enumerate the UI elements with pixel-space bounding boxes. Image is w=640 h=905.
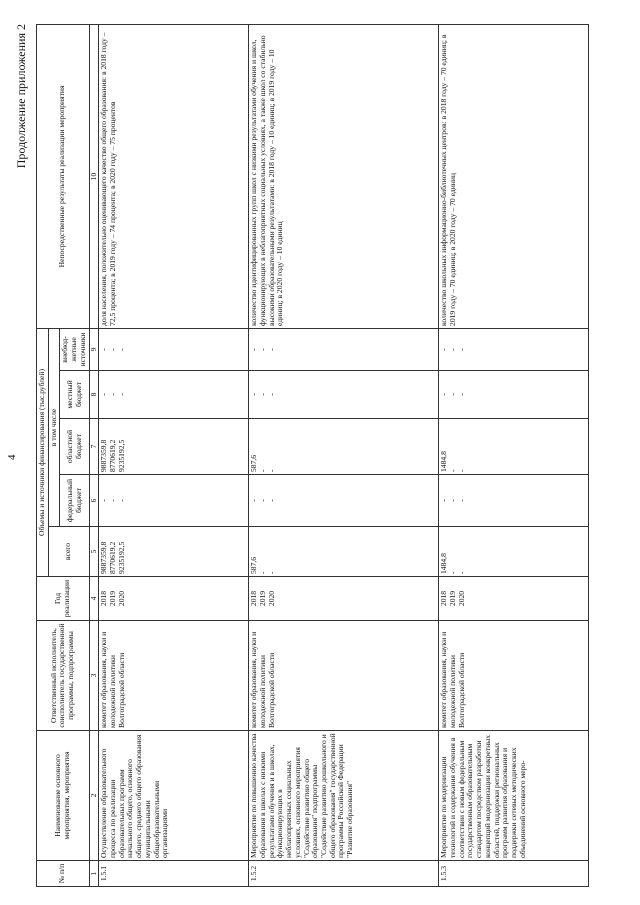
local-value: - [116, 393, 126, 396]
extrabudget-value: - [249, 348, 259, 351]
local-value: - [257, 393, 267, 396]
local-cell [249, 371, 439, 419]
total-value: 587,6 [249, 556, 259, 574]
table-row [249, 24, 439, 886]
column-number: 5 [89, 527, 99, 577]
header-regional-budget: областной бюджет [60, 419, 89, 475]
local-value: - [266, 393, 276, 396]
total-cell [439, 527, 589, 577]
header-including: в том числе [48, 328, 60, 526]
federal-value: - [99, 499, 109, 502]
result-text: количество идентифицированных групп школ с низкими результатами обучения и школ, функционирующих в неблагоприятных социальных условиях, а также школ со стабильно высокими образовательными результатами: в 2018 году – 10 единиц; в 2019 году – 10 единиц; в 2020 году – 10 единиц [249, 24, 439, 328]
table-row [439, 24, 589, 886]
regional-value: 8770619,2 [107, 439, 117, 472]
federal-value: - [257, 499, 267, 502]
regional-value: 9235192,5 [116, 439, 126, 472]
local-value: - [447, 393, 457, 396]
regional-cell [439, 419, 589, 475]
federal-value: - [116, 499, 126, 502]
years-cell [99, 577, 249, 621]
header-row-number: № п/п [37, 861, 90, 887]
executor: комитет образования, науки и молодежной политики Волгоградской области [249, 621, 439, 731]
header-activity-name: Наименование основного мероприятия, мероприятия [37, 731, 90, 861]
year-value: 2020 [266, 590, 276, 607]
extrabudget-cell [99, 328, 249, 370]
total-value: 9887359,8 [99, 541, 109, 574]
total-value: - [266, 571, 276, 574]
federal-cell [249, 475, 439, 527]
table-row [99, 24, 249, 886]
regional-value: - [257, 469, 267, 472]
total-value: - [257, 571, 267, 574]
year-value: 2018 [439, 590, 449, 607]
federal-value: - [266, 499, 276, 502]
regional-cell [249, 419, 439, 475]
extrabudget-value: - [107, 348, 117, 351]
year-value: 2020 [116, 590, 126, 607]
activity-name: Осуществление образовательного процесса по реализации образовательных программ начального общего, основного общего, среднего общего образования муниципальными общеобразовательными организациями [99, 731, 249, 861]
local-cell [99, 371, 249, 419]
header-funding-group: Объемы и источники финансирования (тыс.рублей) [37, 328, 49, 576]
header-total: всего [48, 527, 89, 577]
local-value: - [99, 393, 109, 396]
regional-value: - [456, 469, 466, 472]
header-extrabudgetary: внебюд- жетные источники [60, 328, 89, 370]
federal-value: - [107, 499, 117, 502]
extrabudget-value: - [116, 348, 126, 351]
extrabudget-cell [249, 328, 439, 370]
total-value: - [456, 571, 466, 574]
total-cell [99, 527, 249, 577]
regional-value: 1484,8 [439, 451, 449, 472]
executor: комитет образования, науки и молодежной политики Волгоградской области [439, 621, 589, 731]
regional-value: 9887359,8 [99, 439, 109, 472]
federal-value: - [249, 499, 259, 502]
local-value: - [107, 393, 117, 396]
year-value: 2020 [456, 590, 466, 607]
total-value: 8770619,2 [107, 541, 117, 574]
regional-value: 587,6 [249, 454, 259, 472]
local-value: - [439, 393, 449, 396]
extrabudget-value: - [257, 348, 267, 351]
federal-value: - [447, 499, 457, 502]
column-number: 1 [89, 861, 99, 887]
header-executor: Ответственный исполнитель, соисполнитель государственной программы, подпрограммы [37, 621, 90, 731]
total-value: 9235192,5 [116, 541, 126, 574]
header-results: Непосредственные результаты реализации мероприятия [37, 24, 90, 328]
local-value: - [456, 393, 466, 396]
column-number: 7 [89, 419, 99, 475]
row-number: 1.5.3 [439, 861, 589, 887]
year-value: 2018 [249, 590, 259, 607]
column-number: 6 [89, 475, 99, 527]
federal-value: - [439, 499, 449, 502]
extrabudget-value: - [266, 348, 276, 351]
regional-value: - [447, 469, 457, 472]
row-number: 1.5.2 [249, 861, 439, 887]
year-value: 2019 [107, 590, 117, 607]
total-value: - [447, 571, 457, 574]
year-value: 2018 [99, 590, 109, 607]
local-value: - [249, 393, 259, 396]
extrabudget-value: - [456, 348, 466, 351]
regional-value: - [266, 469, 276, 472]
federal-value: - [456, 499, 466, 502]
row-number: 1.5.1 [99, 861, 249, 887]
regional-cell [99, 419, 249, 475]
column-number: 2 [89, 731, 99, 861]
total-cell [249, 527, 439, 577]
column-number: 3 [89, 621, 99, 731]
federal-cell [99, 475, 249, 527]
year-value: 2019 [447, 590, 457, 607]
header-federal-budget: федеральный бюджет [60, 475, 89, 527]
federal-cell [439, 475, 589, 527]
header-local-budget: местный бюджет [60, 371, 89, 419]
extrabudget-value: - [439, 348, 449, 351]
activity-name: Мероприятие по повышению качества образования в школах с низкими результатами обучения и в школах, функционирующих в неблагоприятных социальных условиях, основного мероприятия "Содействие развитию общего образования" подпрограммы "Содействие развитию дошкольного и общего образования" государственной программы Российской Федерации "Развитие образования" [249, 731, 439, 861]
extrabudget-value: - [99, 348, 109, 351]
years-cell [249, 577, 439, 621]
local-cell [439, 371, 589, 419]
year-value: 2019 [257, 590, 267, 607]
executor: комитет образования, науки и молодежной политики Волгоградской области [99, 621, 249, 731]
column-number: 4 [89, 577, 99, 621]
page-number: 4 [6, 454, 18, 460]
extrabudget-value: - [447, 348, 457, 351]
column-number: 10 [89, 24, 99, 328]
result-text: доля населения, положительно оценивающего качество общего образования: в 2018 году – 72,5 процента; в 2019 году – 74 процента; в 2020 году – 75 процентов [99, 24, 249, 328]
years-cell [439, 577, 589, 621]
column-number: 9 [89, 328, 99, 370]
result-text: количество школьных информационно-библиотечных центров: в 2018 году – 70 единиц; в 2019 году – 70 единиц; в 2020 году – 70 единиц [439, 24, 589, 328]
column-number: 8 [89, 371, 99, 419]
extrabudget-cell [439, 328, 589, 370]
activity-name: Мероприятие по модернизации технологий и содержания обучения в соответствии с новым федеральным государственным образовательным стандартом посредством разработки концепций модернизации конкретных областей, поддержки региональных программ развития образования и поддержки сетевых методических объединений основного меро- [439, 731, 589, 861]
total-value: 1484,8 [439, 553, 449, 574]
header-year: Год реализации [37, 577, 90, 621]
appendix-continuation-note: Продолжение приложения 2 [14, 24, 28, 169]
program-activities-table [36, 24, 589, 887]
